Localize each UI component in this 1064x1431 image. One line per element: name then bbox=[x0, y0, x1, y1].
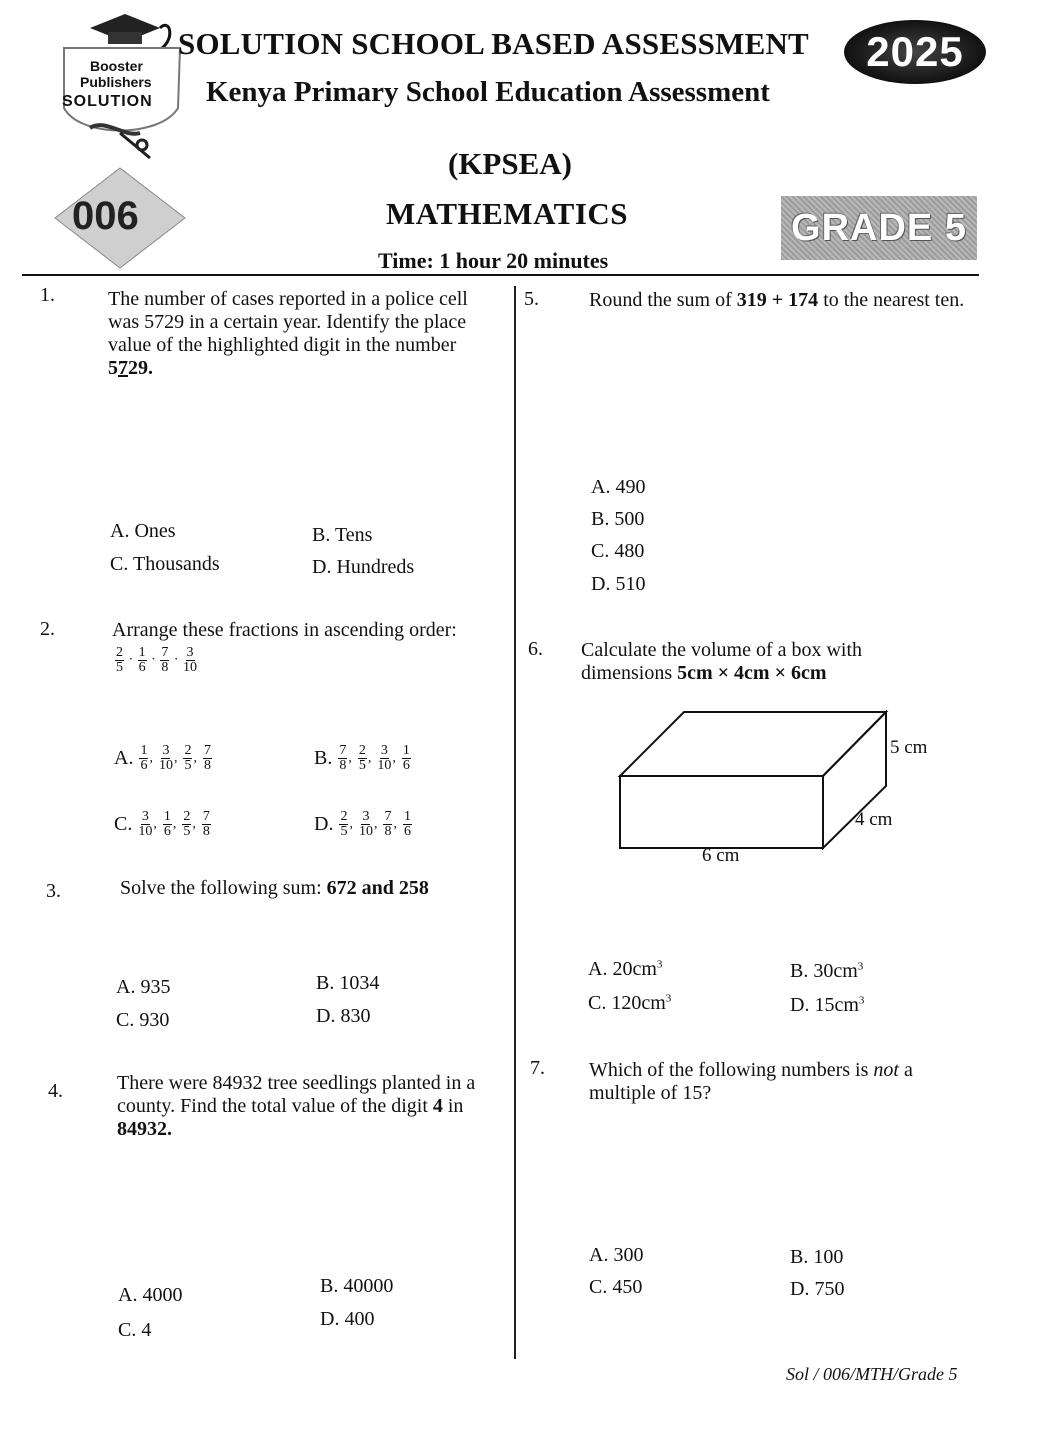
q4-option-d[interactable]: D. 400 bbox=[320, 1308, 375, 1330]
q6-option-a[interactable]: A. $20cm^3$ bbox=[588, 958, 663, 980]
q2-fraction: $\frac{7}{8}$ bbox=[161, 645, 169, 675]
q7-stem: Which of the following numbers is bbox=[589, 1059, 874, 1081]
grade-badge: GRADE 5 bbox=[781, 196, 977, 260]
q6-option-d[interactable]: D. $15cm^3$ bbox=[790, 994, 865, 1016]
assessment-title: SOLUTION SCHOOL BASED ASSESSMENT bbox=[178, 26, 809, 61]
column-divider bbox=[514, 286, 516, 1359]
q4-digit: 4 bbox=[432, 1095, 443, 1117]
q2-option-b[interactable]: B. $\frac{7}{8}$ , $\frac{2}{5}$ , $\frac{3}{10}$ , $\frac{1}{6}$ bbox=[314, 743, 410, 773]
paper-reference: Sol / 006/MTH/Grade 5 bbox=[786, 1364, 958, 1384]
q5-option-b[interactable]: B. 500 bbox=[591, 508, 645, 530]
q1-number-value: 5729. bbox=[108, 357, 153, 379]
q5-option-c[interactable]: C. 480 bbox=[591, 540, 645, 562]
q2-option-d[interactable]: D. $\frac{2}{5}$ , $\frac{3}{10}$ , $\frac{7}{8}$ , $\frac{1}{6}$ bbox=[314, 809, 411, 839]
assessment-subtitle: Kenya Primary School Education Assessment bbox=[206, 76, 770, 108]
q6-option-c[interactable]: C. $120cm^3$ bbox=[588, 992, 672, 1014]
q1-option-c[interactable]: C. Thousands bbox=[110, 553, 220, 575]
logo-line-solution: SOLUTION bbox=[62, 93, 153, 110]
q4-option-a[interactable]: A. 4000 bbox=[118, 1284, 183, 1306]
q4-number-value: 84932. bbox=[117, 1118, 172, 1140]
q5-sum: 319 + 174 bbox=[736, 289, 819, 311]
q3-numbers: 672 and 258 bbox=[326, 877, 429, 899]
q1-highlighted-digit: 7 bbox=[118, 357, 128, 379]
q7-option-a[interactable]: A. 300 bbox=[589, 1244, 644, 1266]
q3-stem: Solve the following sum: bbox=[120, 877, 327, 899]
time-allowed: Time: 1 hour 20 minutes bbox=[378, 248, 609, 273]
header-divider bbox=[22, 274, 979, 276]
q1-stem: The number of cases reported in a police cell was 5729 in a certain year. Identify the place value of the highlighted digit in the number bbox=[108, 288, 468, 356]
q3-option-d[interactable]: D. 830 bbox=[316, 1005, 371, 1027]
q5-text: Round the sum of 319 + 174 to the nearest ten. bbox=[589, 289, 965, 311]
q2-fraction: $\frac{3}{10}$ bbox=[183, 645, 198, 675]
box-diagram bbox=[600, 700, 960, 870]
q7-option-b[interactable]: B. 100 bbox=[790, 1246, 844, 1268]
q1-option-d[interactable]: D. Hundreds bbox=[312, 556, 415, 578]
q1-text bbox=[108, 288, 498, 380]
q5-option-d[interactable]: D. 510 bbox=[591, 573, 646, 595]
q3-option-a[interactable]: A. 935 bbox=[116, 976, 171, 998]
q1-option-b[interactable]: B. Tens bbox=[312, 524, 373, 546]
q2-fraction-list: $\frac{2}{5}$ · $\frac{1}{6}$ · $\frac{7}{8}$ · $\frac{3}{10}$ bbox=[116, 645, 198, 675]
paper-code: 006 bbox=[72, 194, 139, 238]
q2-option-c[interactable]: C. $\frac{3}{10}$ , $\frac{1}{6}$ , $\frac{2}{5}$ , $\frac{7}{8}$ bbox=[114, 809, 210, 839]
q5-option-a[interactable]: A. 490 bbox=[591, 476, 646, 498]
q6-option-b[interactable]: B. $30cm^3$ bbox=[790, 960, 864, 982]
box-front-face bbox=[620, 776, 823, 848]
q6-text bbox=[581, 639, 911, 685]
q2-fraction: $\frac{2}{5}$ bbox=[116, 645, 123, 675]
logo-line-publishers: Publishers bbox=[80, 74, 152, 90]
q3-text bbox=[120, 877, 429, 900]
box-height-label: 5 cm bbox=[890, 737, 928, 758]
q3-number: 3. bbox=[46, 880, 61, 902]
q3-option-c[interactable]: C. 930 bbox=[116, 1009, 170, 1031]
q7-option-c[interactable]: C. 450 bbox=[589, 1276, 643, 1298]
q7-emphasis: not bbox=[873, 1059, 899, 1081]
q4-option-c[interactable]: C. 4 bbox=[118, 1319, 152, 1341]
q6-stem: Calculate the volume of a box with dimensions bbox=[581, 639, 863, 684]
subject-title: MATHEMATICS bbox=[386, 196, 629, 231]
q1-option-a[interactable]: A. Ones bbox=[110, 520, 176, 542]
q5-number: 5. bbox=[524, 288, 539, 310]
q5-stem: Round the sum of bbox=[589, 289, 737, 311]
year-badge: 2025 bbox=[844, 20, 986, 84]
q1-number: 1. bbox=[40, 284, 55, 306]
q7-option-d[interactable]: D. 750 bbox=[790, 1278, 845, 1300]
q4-number: 4. bbox=[48, 1080, 63, 1102]
q6-number: 6. bbox=[528, 638, 543, 660]
box-depth-label: 4 cm bbox=[855, 809, 893, 830]
q7-number: 7. bbox=[530, 1057, 545, 1079]
publisher-logo bbox=[50, 8, 190, 278]
q7-text: Which of the following numbers is not a multiple of 15? bbox=[589, 1059, 913, 1104]
q2-number: 2. bbox=[40, 618, 55, 640]
assessment-acronym: (KPSEA) bbox=[448, 146, 572, 181]
q6-dimensions: 5cm × 4cm × 6cm bbox=[677, 662, 827, 684]
q2-option-a[interactable]: A. $\frac{1}{6}$ , $\frac{3}{10}$ , $\frac{2}{5}$ , $\frac{7}{8}$ bbox=[114, 743, 211, 773]
q2-fraction: $\frac{1}{6}$ bbox=[138, 645, 146, 675]
q2-text: Arrange these fractions in ascending order: bbox=[112, 619, 457, 641]
q4-text: There were 84932 tree seedlings planted in a county. Find the total value of the digit 4 in 84932. bbox=[117, 1072, 476, 1140]
q4-option-b[interactable]: B. 40000 bbox=[320, 1275, 394, 1297]
q3-option-b[interactable]: B. 1034 bbox=[316, 972, 380, 994]
q4-stem: There were 84932 tree seedlings planted in a county. Find the total value of the digit bbox=[117, 1072, 476, 1117]
logo-line-booster: Booster bbox=[90, 58, 143, 74]
box-top-face bbox=[620, 712, 886, 776]
box-width-label: 6 cm bbox=[702, 845, 740, 866]
